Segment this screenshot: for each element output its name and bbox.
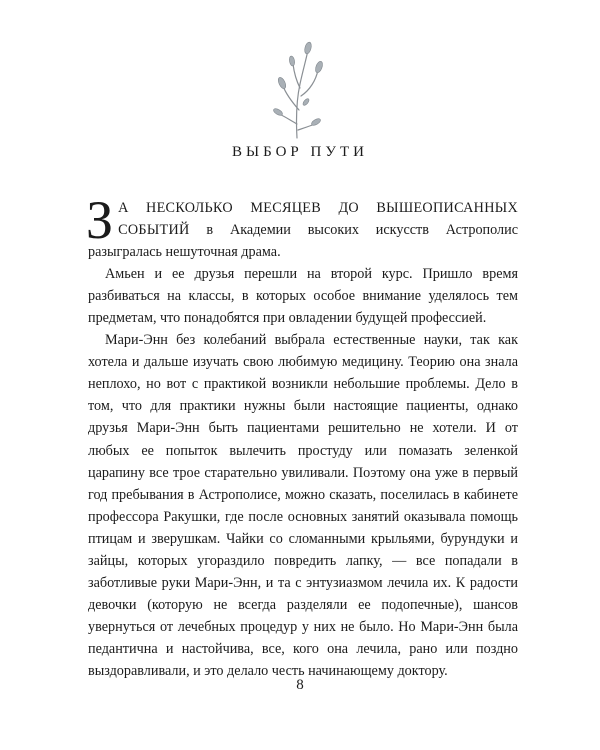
- chapter-title: ВЫБОР ПУТИ: [232, 144, 368, 160]
- flower-sprig-icon: [266, 40, 336, 140]
- page-number: 8: [296, 677, 304, 693]
- paragraph-1-text: в Академии высоких искусств Астрополис разыгралась нешуточная драма.: [88, 222, 519, 261]
- paragraph-1: [86, 190, 519, 263]
- paragraph-2: Амьен и ее друзья перешли на второй курс. Пришло время разбиваться на классы, в которых особое внимание уделялось тем предметам, что понадобятся при овладении будущей профессией.: [88, 266, 518, 327]
- paragraph-3: Мари-Энн без колебаний выбрала естественные науки, так как хотела и дальше изучать свою любимую медицину. Теорию она знала неплохо, но вот с практикой возникли небольшие проблемы. Дело в том, что для практики нужны были настоящие пациенты, однако друзья Мари-Энн быть пациентами решительно не хотели. И от любых ее попыток вылечить простуду или помазать зеленкой царапину все трое старательно увиливали. Поэтому она уже в первый год пребывания в Астрополисе, можно сказать, поселилась в кабинете профессора Ракушки, где после основных занятий оказывала помощь птицам и зверушкам. Чайки со сломанными крыльями, бурундуки и зайцы, которых угораздило повредить лапку, — все попадали в заботливые руки Мари-Энн, и та с энтузиазмом лечила их. К радости девочки (которую не всегда разделяли ее подопечные), шансов увернуться от лечебных процедур у них не было. Но Мари-Энн была педантична и настойчива, все, кого она лечила, рано или поздно выздоравливали, и это делало честь начинающему доктору.: [88, 332, 518, 679]
- drop-cap: З: [86, 190, 114, 250]
- body-text: [86, 190, 519, 682]
- first-line-caps: А НЕСКОЛЬКО МЕСЯЦЕВ ДО ВЫШЕОПИСАННЫХ СОБЫТИЙ: [118, 200, 518, 239]
